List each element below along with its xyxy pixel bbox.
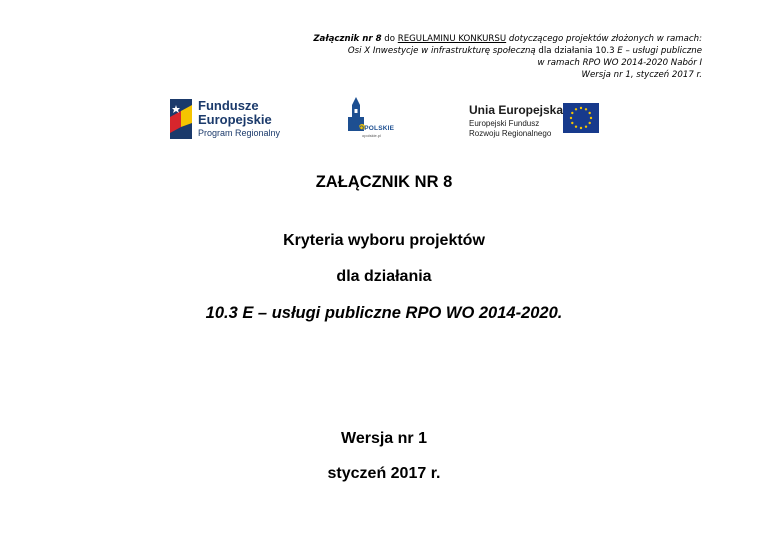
header-line-2: Osi X Inwestycje w infrastrukturę społeczną dla działania 10.3 E – usługi publiczne bbox=[347, 46, 702, 56]
opolskie-logo: OPOLSKIE opolskie.pl bbox=[343, 97, 398, 141]
fe-text: Fundusze Europejskie Program Regionalny bbox=[198, 98, 281, 138]
version-line: Wersja nr 1 bbox=[341, 430, 427, 447]
eu-flag-icon bbox=[563, 103, 599, 133]
action-line: dla działania bbox=[336, 268, 432, 285]
date-line: styczeń 2017 r. bbox=[327, 465, 441, 482]
fe-mark-icon bbox=[170, 99, 192, 139]
document-header bbox=[182, 33, 702, 81]
measure-line: 10.3 E – usługi publiczne RPO WO 2014-2020. bbox=[205, 304, 563, 322]
header-line-1: Załącznik nr 8 do REGULAMINU KONKURSU dotyczącego projektów złożonych w ramach: bbox=[313, 34, 702, 44]
header-line-3: w ramach RPO WO 2014-2020 Nabór I bbox=[537, 58, 702, 68]
annex-title: ZAŁĄCZNIK NR 8 bbox=[315, 173, 453, 191]
header-line-4: Wersja nr 1, styczeń 2017 r. bbox=[581, 70, 702, 80]
unia-europejska-logo: Unia Europejska Europejski Fundusz Rozwoju Regionalnego bbox=[469, 103, 564, 138]
logo-bar bbox=[0, 95, 768, 143]
fundusze-europejskie-logo bbox=[170, 99, 290, 139]
criteria-line: Kryteria wyboru projektów bbox=[283, 232, 485, 249]
